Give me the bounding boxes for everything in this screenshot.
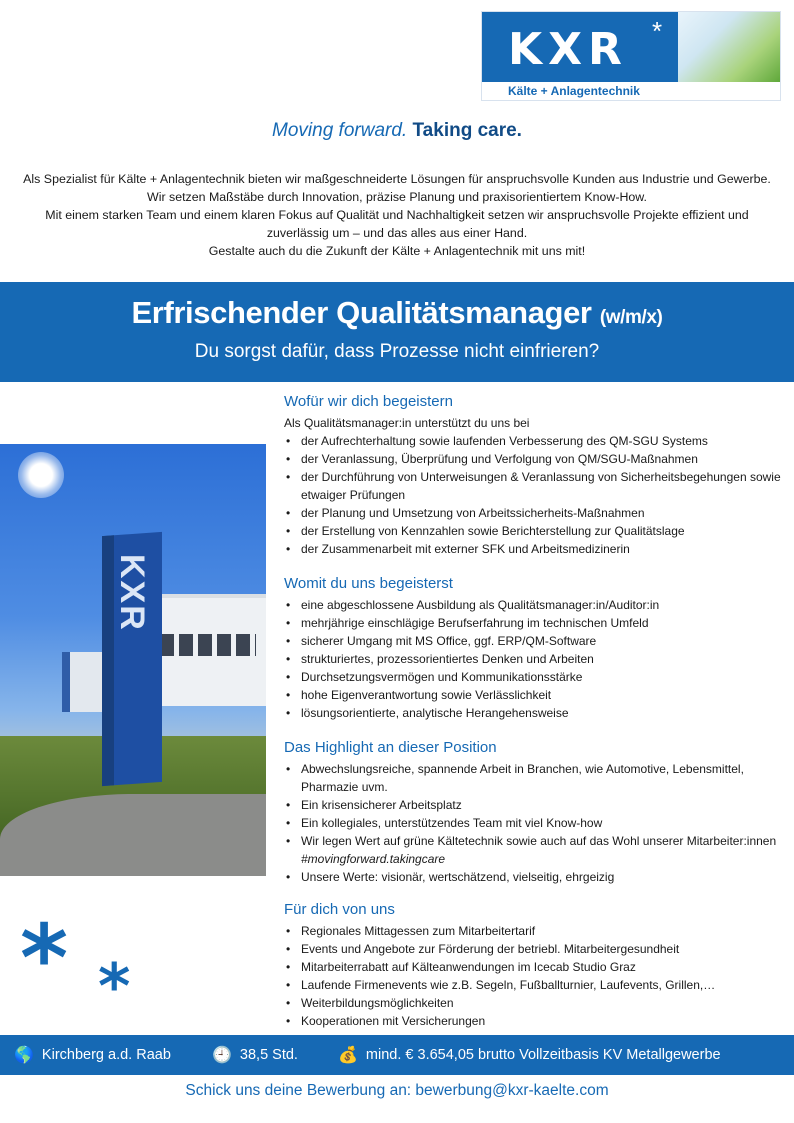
salary-fact (338, 1045, 721, 1065)
company-building-photo (0, 444, 266, 876)
intro-line-2: Mit einem starken Team und einem klaren Fokus auf Qualität und Nachhaltigkeit setzen wir anspruchsvolle Projekte effizient und zuverlässig um – und das alles aus einer Hand. (45, 208, 749, 240)
benefits-heading: Für dich von uns (284, 901, 395, 918)
intro-line-3: Gestalte auch du die Zukunft der Kälte + Anlagentechnik mit uns mit! (208, 244, 586, 258)
intro-line-1: Als Spezialist für Kälte + Anlagentechnik bieten wir maßgeschneiderte Lösungen für anspruchsvolle Kunden aus Industrie und Gewerbe. Wir setzen Maßstäbe durch Innovation, präzise Planung und praxisorientiertem Know-How. (23, 172, 771, 204)
list-item: • Laufende Firmenevents wie z.B. Segeln, Fußballturnier, Laufevents, Grillen,… (284, 976, 784, 994)
highlight-list (284, 760, 784, 886)
slogan-part-2: Taking care. (412, 120, 522, 141)
location-text: Kirchberg a.d. Raab (41, 1047, 171, 1063)
money-bag-icon: 💰 (338, 1047, 358, 1064)
list-item: • Mitarbeiterrabatt auf Kälteanwendungen im Icecab Studio Graz (284, 958, 784, 976)
profile-list (284, 596, 784, 722)
tasks-list (284, 432, 784, 558)
slogan (0, 120, 794, 142)
list-item-green-values (284, 832, 784, 868)
hashtag: #movingforward.takingcare (301, 852, 446, 866)
job-facts-bar (0, 1035, 794, 1075)
list-item: • Ein kollegiales, unterstützendes Team mit viel Know-how (284, 814, 784, 832)
list-item: • eine abgeschlossene Ausbildung als Qualitätsmanager:in/Auditor:in (284, 596, 784, 614)
logo-star-icon: * (652, 16, 663, 46)
location-fact (14, 1045, 171, 1065)
list-item: • der Veranlassung, Überprüfung und Verfolgung von QM/SGU-Maßnahmen (284, 450, 784, 468)
list-item: • strukturiertes, prozessorientiertes Denken und Arbeiten (284, 650, 784, 668)
application-contact[interactable]: Schick uns deine Bewerbung an: bewerbung@kxr-kaelte.com (185, 1082, 609, 1099)
profile-heading: Womit du uns begeisterst (284, 575, 453, 592)
list-item: • der Erstellung von Kennzahlen sowie Berichterstellung zur Qualitätslage (284, 522, 784, 540)
pylon-brand-text: KXR (113, 554, 151, 632)
green-values-text: Wir legen Wert auf grüne Kältetechnik sowie auch auf das Wohl unserer Mitarbeiter:innen (301, 834, 777, 848)
list-item: • Ein krisensicherer Arbeitsplatz (284, 796, 784, 814)
list-item: • der Aufrechterhaltung sowie laufenden Verbesserung des QM-SGU Systems (284, 432, 784, 450)
decorative-star-small-icon: * (98, 950, 131, 1023)
company-logo (481, 11, 781, 101)
list-item: • Events und Angebote zur Förderung der betriebl. Mitarbeitergesundheit (284, 940, 784, 958)
list-item: • mehrjährige einschlägige Berufserfahrung im technischen Umfeld (284, 614, 784, 632)
sun-flare (18, 452, 64, 498)
logo-tagline: Kälte + Anlagentechnik (508, 84, 640, 98)
job-title-text: Erfrischender Qualitätsmanager (131, 295, 592, 330)
list-item: • Regionales Mittagessen zum Mitarbeitertarif (284, 922, 784, 940)
building-windows (160, 634, 256, 656)
tasks-lead: Als Qualitätsmanager:in unterstützt du uns bei (284, 416, 530, 430)
job-details (284, 392, 784, 1030)
list-item: • hohe Eigenverantwortung sowie Verlässlichkeit (284, 686, 784, 704)
list-item: • Weiterbildungsmöglichkeiten (284, 994, 784, 1012)
logo-nature-image (678, 12, 780, 82)
list-item: • sicherer Umgang mit MS Office, ggf. ERP/QM-Software (284, 632, 784, 650)
road (0, 794, 266, 876)
job-title (0, 295, 794, 331)
decorative-star-icon: * (20, 905, 69, 1012)
list-item: • lösungsorientierte, analytische Herangehensweise (284, 704, 784, 722)
list-item: • der Zusammenarbeit mit externer SFK und Arbeitsmedizinerin (284, 540, 784, 558)
globe-icon: 🌎 (14, 1047, 34, 1064)
job-title-banner (0, 282, 794, 382)
hours-fact (212, 1045, 298, 1065)
list-item: • der Durchführung von Unterweisungen & Veranlassung von Sicherheitsbegehungen sowie etwaiger Prüfungen (284, 468, 784, 504)
list-item: • Unsere Werte: visionär, wertschätzend, vielseitig, ehrgeizig (284, 868, 784, 886)
logo-brand-text: KXR (508, 24, 628, 75)
tasks-heading: Wofür wir dich begeistern (284, 393, 453, 410)
slogan-part-1: Moving forward. (272, 120, 408, 141)
job-subtitle: Du sorgst dafür, dass Prozesse nicht einfrieren? (194, 341, 600, 362)
highlight-heading: Das Highlight an dieser Position (284, 739, 497, 756)
list-item: • Abwechslungsreiche, spannende Arbeit in Branchen, wie Automotive, Lebensmittel, Pharmazie uvm. (284, 760, 784, 796)
company-intro (22, 170, 772, 260)
list-item: • der Planung und Umsetzung von Arbeitssicherheits-Maßnahmen (284, 504, 784, 522)
job-title-gender: (w/m/x) (599, 307, 663, 328)
salary-text: mind. € 3.654,05 brutto Vollzeitbasis KV Metallgewerbe (365, 1047, 721, 1063)
clock-icon: 🕘 (212, 1047, 232, 1064)
benefits-list (284, 922, 784, 1030)
logo-blue-panel (482, 12, 678, 82)
hours-text: 38,5 Std. (239, 1047, 298, 1063)
list-item: • Kooperationen mit Versicherungen (284, 1012, 784, 1030)
list-item: • Durchsetzungsvermögen und Kommunikationsstärke (284, 668, 784, 686)
